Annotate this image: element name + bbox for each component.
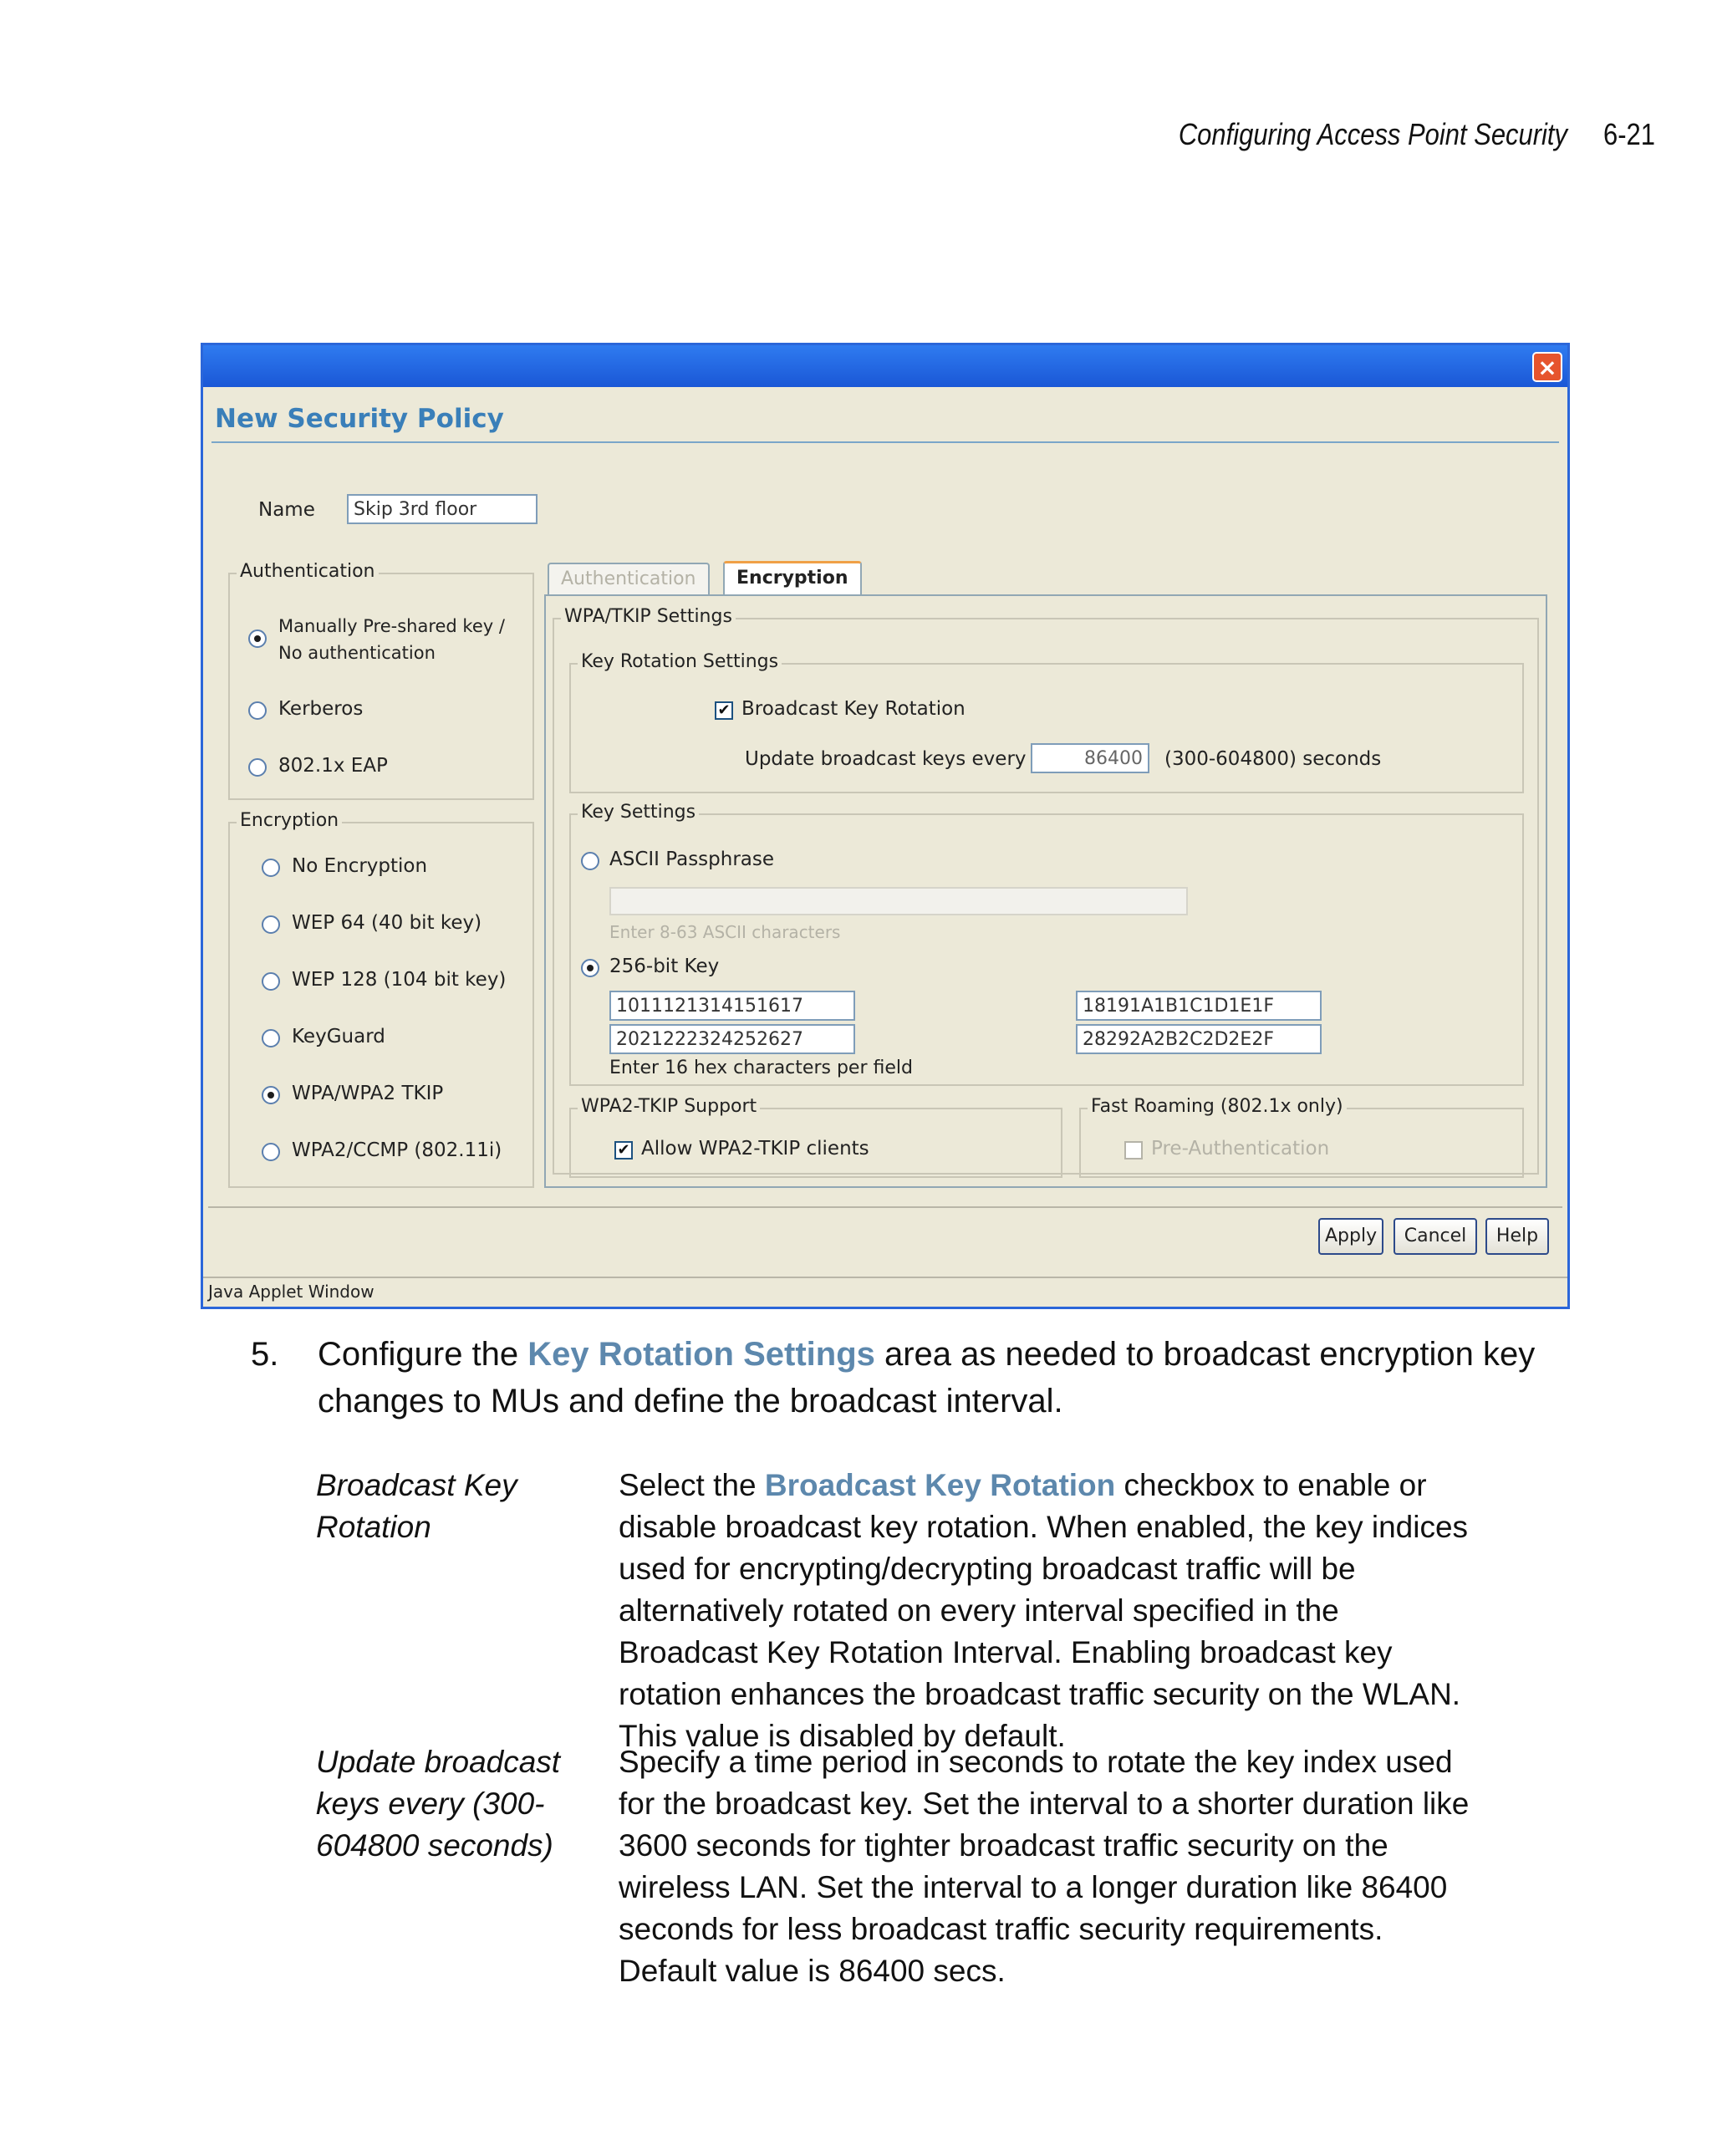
enc-wep64-label: WEP 64 (40 bit key) bbox=[292, 912, 482, 934]
auth-eap-label: 802.1x EAP bbox=[278, 755, 388, 777]
enc-ccmp-label: WPA2/CCMP (802.11i) bbox=[292, 1139, 502, 1161]
step-highlight: Key Rotation Settings bbox=[527, 1336, 875, 1373]
page-header bbox=[1179, 117, 1655, 152]
key-field-3[interactable]: 2021222324252627 bbox=[609, 1024, 855, 1054]
step-text-post: area as needed to broadcast encryption key changes to MUs and define the broadcast interval. bbox=[318, 1336, 1536, 1419]
enc-wep64-radio[interactable] bbox=[262, 915, 280, 934]
tab-authentication[interactable]: Authentication bbox=[548, 563, 710, 596]
help-button[interactable]: Help bbox=[1485, 1218, 1549, 1255]
close-icon[interactable]: × bbox=[1532, 352, 1562, 382]
definition-desc-broadcast-key-rotation bbox=[619, 1465, 1471, 1757]
enc-wep128-radio[interactable] bbox=[262, 972, 280, 991]
definition-term-broadcast-key-rotation: Broadcast Key Rotation bbox=[316, 1468, 517, 1544]
key-field-1[interactable]: 1011121314151617 bbox=[609, 991, 855, 1021]
auth-kerberos-radio[interactable] bbox=[248, 701, 267, 720]
wpa-tkip-settings-group bbox=[553, 606, 1539, 1175]
name-label: Name bbox=[258, 499, 315, 521]
enc-wep128-label: WEP 128 (104 bit key) bbox=[292, 969, 507, 991]
enc-ccmp-radio[interactable] bbox=[262, 1143, 280, 1161]
pre-authentication-label: Pre-Authentication bbox=[1151, 1138, 1330, 1160]
key-settings-title: Key Settings bbox=[578, 802, 699, 823]
fast-roaming-group bbox=[1079, 1096, 1524, 1178]
update-interval-input[interactable]: 86400 bbox=[1031, 743, 1149, 773]
def1-highlight: Broadcast Key Rotation bbox=[764, 1468, 1116, 1502]
ascii-passphrase-input[interactable] bbox=[609, 887, 1188, 915]
auth-psk-radio[interactable] bbox=[248, 629, 267, 648]
hex-hint: Enter 16 hex characters per field bbox=[609, 1058, 913, 1078]
encryption-group-title: Encryption bbox=[237, 810, 342, 831]
encryption-tab-panel bbox=[544, 594, 1547, 1188]
title-divider bbox=[211, 441, 1559, 443]
ascii-passphrase-label: ASCII Passphrase bbox=[609, 849, 775, 870]
allow-wpa2-tkip-label: Allow WPA2-TKIP clients bbox=[641, 1138, 869, 1160]
encryption-group bbox=[228, 810, 534, 1188]
key-256bit-radio[interactable] bbox=[581, 959, 599, 977]
window-titlebar bbox=[203, 345, 1567, 387]
step-number: 5. bbox=[251, 1336, 279, 1373]
wpa2-tkip-support-group bbox=[569, 1096, 1062, 1178]
button-divider bbox=[208, 1206, 1562, 1208]
step-text bbox=[318, 1331, 1597, 1425]
def1-post: checkbox to enable or disable broadcast key rotation. When enabled, the key indices used for encrypting/decrypting broadcast traffic will be alternatively rotated on every interval specified in the Broadcast Key Rotation Interval. Enabling broadcast key rotation enhances the broadcast traffic security on the WLAN. This value is disabled by default. bbox=[619, 1468, 1469, 1753]
chapter-title: Configuring Access Point Security bbox=[1178, 117, 1568, 151]
def1-pre: Select the bbox=[619, 1468, 765, 1502]
ascii-passphrase-radio[interactable] bbox=[581, 852, 599, 870]
apply-button[interactable]: Apply bbox=[1318, 1218, 1383, 1255]
key-256bit-label: 256-bit Key bbox=[609, 956, 720, 977]
enc-wpa-tkip-label: WPA/WPA2 TKIP bbox=[292, 1083, 444, 1104]
fast-roaming-title: Fast Roaming (802.1x only) bbox=[1088, 1096, 1347, 1117]
broadcast-key-rotation-checkbox[interactable]: ✔ bbox=[715, 701, 733, 720]
definition-desc-update-interval: Specify a time period in seconds to rotate the key index used for the broadcast key. Set the interval to a shorter duration like 3600 seconds for tighter broadcast traffic security on the wireless LAN. Set the interval to a longer duration like 86400 seconds for less broadcast traffic security requirements. Default value is 86400 secs. bbox=[619, 1745, 1470, 1988]
key-settings-group bbox=[569, 802, 1524, 1086]
cancel-button[interactable]: Cancel bbox=[1394, 1218, 1477, 1255]
status-bar bbox=[203, 1277, 1567, 1307]
pre-authentication-checkbox[interactable] bbox=[1124, 1141, 1143, 1160]
wpa2-tkip-support-title: WPA2-TKIP Support bbox=[578, 1096, 760, 1117]
definition-term-update-interval: Update broadcast keys every (300-604800 seconds) bbox=[316, 1745, 561, 1863]
enc-none-label: No Encryption bbox=[292, 855, 428, 877]
name-input[interactable]: Skip 3rd floor bbox=[347, 494, 538, 524]
authentication-group bbox=[228, 561, 534, 800]
key-rotation-group bbox=[569, 651, 1524, 793]
status-bar-text: Java Applet Window bbox=[208, 1282, 374, 1302]
enc-keyguard-label: KeyGuard bbox=[292, 1026, 385, 1047]
key-field-4[interactable]: 28292A2B2C2D2E2F bbox=[1076, 1024, 1322, 1054]
broadcast-key-rotation-label: Broadcast Key Rotation bbox=[741, 698, 966, 720]
enc-none-radio[interactable] bbox=[262, 859, 280, 877]
key-field-2[interactable]: 18191A1B1C1D1E1F bbox=[1076, 991, 1322, 1021]
authentication-group-title: Authentication bbox=[237, 561, 379, 582]
step-5 bbox=[251, 1331, 1597, 1425]
security-policy-window bbox=[201, 343, 1570, 1309]
allow-wpa2-tkip-checkbox[interactable]: ✔ bbox=[614, 1141, 633, 1160]
auth-psk-label: Manually Pre-shared key / No authentication bbox=[278, 616, 505, 663]
enc-keyguard-radio[interactable] bbox=[262, 1029, 280, 1047]
update-interval-range: (300-604800) seconds bbox=[1164, 748, 1382, 770]
dialog-title: New Security Policy bbox=[215, 404, 504, 434]
auth-eap-radio[interactable] bbox=[248, 758, 267, 777]
page-number: 6-21 bbox=[1603, 117, 1655, 151]
update-interval-label: Update broadcast keys every bbox=[745, 748, 1027, 770]
wpa-tkip-settings-title: WPA/TKIP Settings bbox=[561, 606, 736, 627]
tab-encryption[interactable]: Encryption bbox=[723, 561, 862, 594]
step-text-pre: Configure the bbox=[318, 1336, 528, 1373]
enc-wpa-tkip-radio[interactable] bbox=[262, 1086, 280, 1104]
auth-kerberos-label: Kerberos bbox=[278, 698, 364, 720]
ascii-passphrase-hint: Enter 8-63 ASCII characters bbox=[609, 922, 841, 942]
key-rotation-title: Key Rotation Settings bbox=[578, 651, 782, 672]
